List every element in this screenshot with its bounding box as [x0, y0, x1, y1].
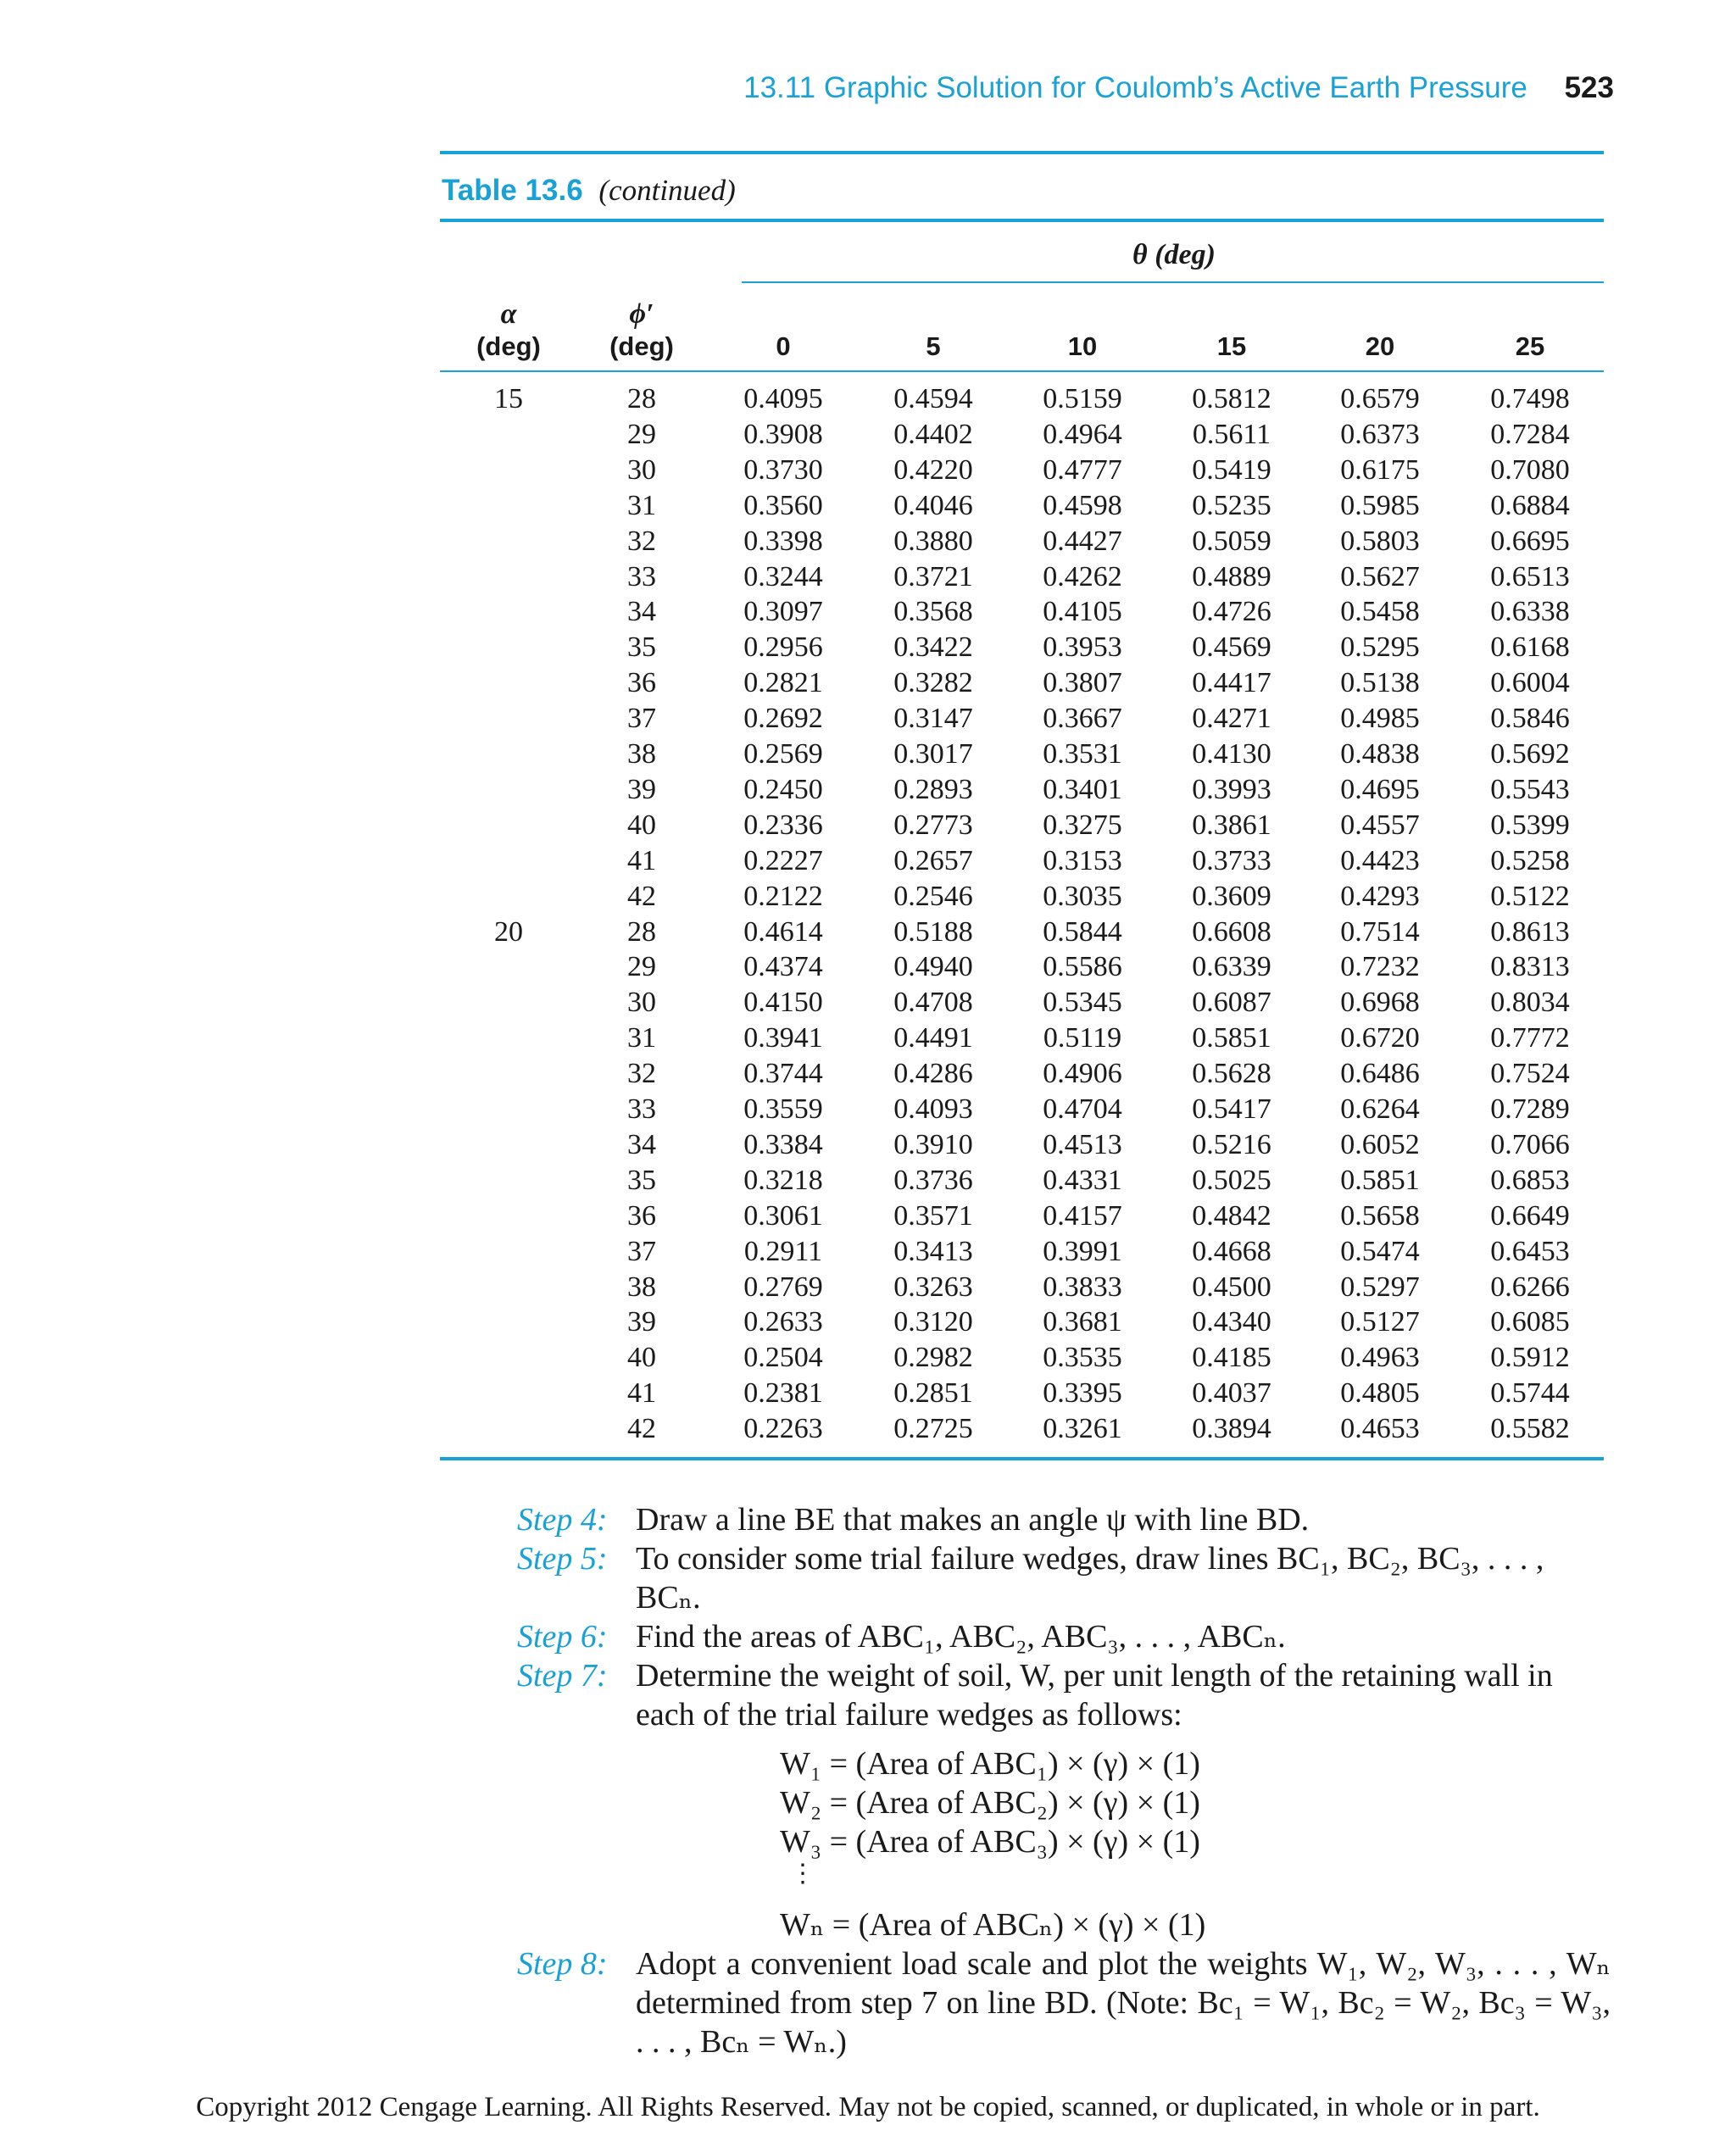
alpha-cell: 20 [494, 915, 523, 948]
value-cell: 0.4598 [1043, 489, 1122, 521]
value-cell: 0.4220 [893, 453, 973, 486]
value-cell: 0.8034 [1490, 987, 1570, 1019]
value-cell: 0.6608 [1192, 915, 1271, 948]
value-cell: 0.3941 [743, 1022, 823, 1054]
value-cell: 0.3218 [743, 1164, 823, 1196]
phi-cell: 32 [627, 525, 656, 557]
phi-cell: 31 [627, 489, 656, 521]
value-cell: 0.3535 [1043, 1342, 1122, 1374]
value-cell: 0.2450 [743, 773, 823, 805]
value-cell: 0.6513 [1490, 560, 1570, 592]
header-rule [440, 151, 1604, 154]
value-cell: 0.3261 [1043, 1413, 1122, 1445]
value-cell: 0.4150 [743, 987, 823, 1019]
value-cell: 0.6168 [1490, 631, 1570, 664]
value-cell: 0.7772 [1490, 1022, 1570, 1054]
phi-cell: 30 [627, 453, 656, 486]
alpha-header [458, 298, 559, 363]
value-cell: 0.6695 [1490, 525, 1570, 557]
value-cell: 0.4569 [1192, 631, 1271, 664]
value-cell: 0.4423 [1340, 844, 1420, 876]
phi-cell: 41 [627, 1377, 656, 1410]
value-cell: 0.3807 [1043, 667, 1122, 699]
value-cell: 0.2504 [743, 1342, 823, 1374]
value-cell: 0.2569 [743, 738, 823, 770]
value-cell: 0.4513 [1043, 1128, 1122, 1160]
value-cell: 0.3993 [1192, 773, 1271, 805]
value-cell: 0.3017 [893, 738, 973, 770]
value-cell: 0.5611 [1192, 418, 1271, 450]
value-cell: 0.3733 [1192, 844, 1271, 876]
value-cell: 0.3097 [743, 596, 823, 628]
value-cell: 0.5127 [1340, 1306, 1420, 1338]
theta-header-text: θ (deg) [1132, 239, 1216, 270]
value-cell: 0.7514 [1340, 915, 1420, 948]
theta-col-header: 20 [1365, 331, 1395, 361]
value-cell: 0.4557 [1340, 809, 1420, 841]
value-cell: 0.5345 [1043, 987, 1122, 1019]
value-cell: 0.6486 [1340, 1058, 1420, 1090]
value-cell: 0.6004 [1490, 667, 1570, 699]
value-cell: 0.6649 [1490, 1199, 1570, 1232]
value-cell: 0.4695 [1340, 773, 1420, 805]
value-cell: 0.5138 [1340, 667, 1420, 699]
value-cell: 0.3275 [1043, 809, 1122, 841]
value-cell: 0.2263 [743, 1413, 823, 1445]
value-cell: 0.3609 [1192, 880, 1271, 912]
phi-cell: 33 [627, 1093, 656, 1125]
value-cell: 0.2546 [893, 880, 973, 912]
phi-cell: 39 [627, 1306, 656, 1338]
theta-header [1102, 239, 1246, 271]
value-cell: 0.3730 [743, 453, 823, 486]
value-cell: 0.4105 [1043, 596, 1122, 628]
alpha-symbol: α [500, 298, 517, 330]
alpha-unit: (deg) [476, 331, 541, 361]
step-7 [517, 1656, 1611, 1734]
equation-w2: W₂ = (Area of ABC₂) × (γ) × (1) [780, 1785, 1200, 1821]
value-cell: 0.5628 [1192, 1058, 1271, 1090]
phi-cell: 28 [627, 383, 656, 414]
value-cell: 0.4842 [1192, 1199, 1271, 1232]
value-cell: 0.3833 [1043, 1271, 1122, 1303]
phi-cell: 34 [627, 596, 656, 628]
value-cell: 0.2821 [743, 667, 823, 699]
value-cell: 0.5851 [1192, 1022, 1271, 1054]
value-cell: 0.5627 [1340, 560, 1420, 592]
value-cell: 0.8313 [1490, 951, 1570, 983]
value-cell: 0.4491 [893, 1022, 973, 1054]
value-cell: 0.4417 [1192, 667, 1271, 699]
value-cell: 0.5295 [1340, 631, 1420, 664]
value-cell: 0.2851 [893, 1377, 973, 1410]
value-cell: 0.5159 [1043, 383, 1122, 414]
value-cell: 0.5582 [1490, 1413, 1570, 1445]
value-cell: 0.5119 [1043, 1022, 1122, 1054]
value-cell: 0.2725 [893, 1413, 973, 1445]
value-cell: 0.5851 [1340, 1164, 1420, 1196]
phi-cell: 36 [627, 667, 656, 699]
value-cell: 0.3908 [743, 418, 823, 450]
value-cell: 0.3744 [743, 1058, 823, 1090]
value-cell: 0.5912 [1490, 1342, 1570, 1374]
value-cell: 0.5985 [1340, 489, 1420, 521]
phi-cell: 28 [627, 915, 656, 948]
step-5-text: To consider some trial failure wedges, draw lines BC₁, BC₂, BC₃, . . . , BCₙ. [636, 1541, 1544, 1616]
running-head [743, 71, 1614, 105]
value-cell: 0.6087 [1192, 987, 1271, 1019]
value-cell: 0.5235 [1192, 489, 1271, 521]
phi-cell: 34 [627, 1128, 656, 1160]
value-cell: 0.4777 [1043, 453, 1122, 486]
phi-cell: 39 [627, 773, 656, 805]
value-cell: 0.7232 [1340, 951, 1420, 983]
value-cell: 0.4286 [893, 1058, 973, 1090]
value-cell: 0.3571 [893, 1199, 973, 1232]
value-cell: 0.4889 [1192, 560, 1271, 592]
value-cell: 0.2769 [743, 1271, 823, 1303]
phi-header [591, 298, 693, 363]
value-cell: 0.6085 [1490, 1306, 1570, 1338]
vertical-ellipsis: ⋮ [790, 1860, 815, 1888]
value-cell: 0.5122 [1490, 880, 1570, 912]
value-cell: 0.3894 [1192, 1413, 1271, 1445]
value-cell: 0.3153 [1043, 844, 1122, 876]
value-cell: 0.7284 [1490, 418, 1570, 450]
phi-unit: (deg) [609, 331, 674, 361]
value-cell: 0.4805 [1340, 1377, 1420, 1410]
value-cell: 0.3559 [743, 1093, 823, 1125]
value-cell: 0.4037 [1192, 1377, 1271, 1410]
value-cell: 0.3721 [893, 560, 973, 592]
table-continued: (continued) [598, 174, 736, 207]
value-cell: 0.5543 [1490, 773, 1570, 805]
value-cell: 0.3413 [893, 1235, 973, 1267]
value-cell: 0.4374 [743, 951, 823, 983]
value-cell: 0.3880 [893, 525, 973, 557]
value-cell: 0.6853 [1490, 1164, 1570, 1196]
value-cell: 0.2657 [893, 844, 973, 876]
theta-spanner-rule [742, 281, 1604, 283]
value-cell: 0.3568 [893, 596, 973, 628]
value-cell: 0.7066 [1490, 1128, 1570, 1160]
value-cell: 0.4614 [743, 915, 823, 948]
value-cell: 0.4293 [1340, 880, 1420, 912]
phi-cell: 35 [627, 1164, 656, 1196]
phi-cell: 36 [627, 1199, 656, 1232]
value-cell: 0.6339 [1192, 951, 1271, 983]
table-bottom-rule [440, 1457, 1604, 1460]
value-cell: 0.4262 [1043, 560, 1122, 592]
value-cell: 0.3061 [743, 1199, 823, 1232]
value-cell: 0.5458 [1340, 596, 1420, 628]
value-cell: 0.3861 [1192, 809, 1271, 841]
phi-cell: 38 [627, 738, 656, 770]
theta-col-header: 25 [1515, 331, 1545, 361]
value-cell: 0.5692 [1490, 738, 1570, 770]
value-cell: 0.6968 [1340, 987, 1420, 1019]
value-cell: 0.4906 [1043, 1058, 1122, 1090]
value-cell: 0.4046 [893, 489, 973, 521]
value-cell: 0.3991 [1043, 1235, 1122, 1267]
value-cell: 0.5399 [1490, 809, 1570, 841]
step-5 [517, 1539, 1611, 1617]
phi-cell: 29 [627, 951, 656, 983]
value-cell: 0.3910 [893, 1128, 973, 1160]
header-bottom-rule [440, 370, 1604, 372]
value-cell: 0.4726 [1192, 596, 1271, 628]
value-cell: 0.4668 [1192, 1235, 1271, 1267]
phi-cell: 35 [627, 631, 656, 664]
value-cell: 0.4985 [1340, 703, 1420, 735]
value-cell: 0.3282 [893, 667, 973, 699]
equation-wn: Wₙ = (Area of ABCₙ) × (γ) × (1) [780, 1907, 1206, 1943]
value-cell: 0.3395 [1043, 1377, 1122, 1410]
value-cell: 0.5844 [1043, 915, 1122, 948]
value-cell: 0.5419 [1192, 453, 1271, 486]
value-cell: 0.2911 [743, 1235, 823, 1267]
step-7-label: Step 7: [517, 1658, 608, 1694]
value-cell: 0.6373 [1340, 418, 1420, 450]
value-cell: 0.2956 [743, 631, 823, 664]
value-cell: 0.5846 [1490, 703, 1570, 735]
value-cell: 0.6175 [1340, 453, 1420, 486]
value-cell: 0.4594 [893, 383, 973, 414]
value-cell: 0.3384 [743, 1128, 823, 1160]
value-cell: 0.4500 [1192, 1271, 1271, 1303]
value-cell: 0.2692 [743, 703, 823, 735]
value-cell: 0.6884 [1490, 489, 1570, 521]
value-cell: 0.5744 [1490, 1377, 1570, 1410]
value-cell: 0.6264 [1340, 1093, 1420, 1125]
value-cell: 0.3035 [1043, 880, 1122, 912]
value-cell: 0.5803 [1340, 525, 1420, 557]
value-cell: 0.4402 [893, 418, 973, 450]
value-cell: 0.5474 [1340, 1235, 1420, 1267]
value-cell: 0.2336 [743, 809, 823, 841]
value-cell: 0.2893 [893, 773, 973, 805]
phi-cell: 41 [627, 844, 656, 876]
value-cell: 0.2773 [893, 809, 973, 841]
value-cell: 0.6453 [1490, 1235, 1570, 1267]
step-7-text: Determine the weight of soil, W, per unit length of the retaining wall in each of the trial failure wedges as follows: [636, 1658, 1553, 1733]
phi-cell: 29 [627, 418, 656, 450]
value-cell: 0.4838 [1340, 738, 1420, 770]
running-head-title: 13.11 Graphic Solution for Coulomb’s Active Earth Pressure [743, 71, 1527, 104]
copyright-notice: Copyright 2012 Cengage Learning. All Rights Reserved. May not be copied, scanned, or duplicated, in whole or in part. [196, 2092, 1540, 2122]
steps-section [517, 1500, 1611, 2061]
phi-cell: 37 [627, 703, 656, 735]
step-6 [517, 1617, 1611, 1656]
value-cell: 0.4185 [1192, 1342, 1271, 1374]
phi-cell: 33 [627, 560, 656, 592]
table-label: Table 13.6 [442, 174, 583, 207]
step-4 [517, 1500, 1611, 1539]
value-cell: 0.3531 [1043, 738, 1122, 770]
phi-cell: 42 [627, 1413, 656, 1445]
step-6-text: Find the areas of ABC₁, ABC₂, ABC₃, . . . , ABCₙ. [636, 1619, 1286, 1655]
value-cell: 0.3560 [743, 489, 823, 521]
phi-cell: 31 [627, 1022, 656, 1054]
value-cell: 0.6052 [1340, 1128, 1420, 1160]
value-cell: 0.2381 [743, 1377, 823, 1410]
value-cell: 0.4427 [1043, 525, 1122, 557]
step-4-label: Step 4: [517, 1502, 608, 1538]
value-cell: 0.5216 [1192, 1128, 1271, 1160]
alpha-cell: 15 [494, 383, 523, 414]
value-cell: 0.6720 [1340, 1022, 1420, 1054]
value-cell: 0.7498 [1490, 383, 1570, 414]
step-8-text: Adopt a convenient load scale and plot the weights W₁, W₂, W₃, . . . , Wₙ determined from step 7 on line BD. (Note: Bc₁ = W₁, Bc₂ = W₂, Bc₃ = W₃, . . . , Bcₙ = Wₙ.) [636, 1946, 1611, 2060]
value-cell: 0.3736 [893, 1164, 973, 1196]
value-cell: 0.4964 [1043, 418, 1122, 450]
value-cell: 0.2633 [743, 1306, 823, 1338]
value-cell: 0.6338 [1490, 596, 1570, 628]
equation-w3: W₃ = (Area of ABC₃) × (γ) × (1) [780, 1824, 1200, 1860]
value-cell: 0.5258 [1490, 844, 1570, 876]
value-cell: 0.4271 [1192, 703, 1271, 735]
value-cell: 0.2122 [743, 880, 823, 912]
table-caption [442, 174, 736, 208]
value-cell: 0.4653 [1340, 1413, 1420, 1445]
value-cell: 0.3422 [893, 631, 973, 664]
value-cell: 0.3244 [743, 560, 823, 592]
value-cell: 0.4130 [1192, 738, 1271, 770]
theta-col-header: 5 [926, 331, 941, 361]
value-cell: 0.7289 [1490, 1093, 1570, 1125]
value-cell: 0.7524 [1490, 1058, 1570, 1090]
phi-symbol: ϕ′ [629, 298, 654, 330]
step-4-text: Draw a line BE that makes an angle ψ with line BD. [636, 1502, 1310, 1538]
theta-col-header: 15 [1216, 331, 1247, 361]
value-cell: 0.5417 [1192, 1093, 1271, 1125]
table-top-rule [440, 219, 1604, 222]
step-8-label: Step 8: [517, 1946, 608, 1982]
theta-col-header: 10 [1067, 331, 1098, 361]
phi-cell: 40 [627, 809, 656, 841]
value-cell: 0.4940 [893, 951, 973, 983]
value-cell: 0.3398 [743, 525, 823, 557]
value-cell: 0.2227 [743, 844, 823, 876]
value-cell: 0.3120 [893, 1306, 973, 1338]
value-cell: 0.4340 [1192, 1306, 1271, 1338]
step-6-label: Step 6: [517, 1619, 608, 1655]
phi-cell: 30 [627, 987, 656, 1019]
equation-w1: W₁ = (Area of ABC₁) × (γ) × (1) [780, 1746, 1200, 1782]
value-cell: 0.3401 [1043, 773, 1122, 805]
page-number: 523 [1564, 71, 1614, 104]
step-5-label: Step 5: [517, 1541, 608, 1577]
value-cell: 0.3681 [1043, 1306, 1122, 1338]
value-cell: 0.5658 [1340, 1199, 1420, 1232]
value-cell: 0.5188 [893, 915, 973, 948]
value-cell: 0.5297 [1340, 1271, 1420, 1303]
theta-col-header: 0 [776, 331, 791, 361]
value-cell: 0.4157 [1043, 1199, 1122, 1232]
value-cell: 0.4093 [893, 1093, 973, 1125]
value-cell: 0.5812 [1192, 383, 1271, 414]
phi-cell: 40 [627, 1342, 656, 1374]
phi-cell: 37 [627, 1235, 656, 1267]
value-cell: 0.5586 [1043, 951, 1122, 983]
phi-cell: 38 [627, 1271, 656, 1303]
value-cell: 0.4708 [893, 987, 973, 1019]
value-cell: 0.6579 [1340, 383, 1420, 414]
value-cell: 0.6266 [1490, 1271, 1570, 1303]
step-8 [517, 1944, 1611, 2061]
value-cell: 0.3667 [1043, 703, 1122, 735]
value-cell: 0.7080 [1490, 453, 1570, 486]
value-cell: 0.4331 [1043, 1164, 1122, 1196]
value-cell: 0.3147 [893, 703, 973, 735]
value-cell: 0.8613 [1490, 915, 1570, 948]
value-cell: 0.4963 [1340, 1342, 1420, 1374]
value-cell: 0.3953 [1043, 631, 1122, 664]
value-cell: 0.4704 [1043, 1093, 1122, 1125]
phi-cell: 32 [627, 1058, 656, 1090]
value-cell: 0.5025 [1192, 1164, 1271, 1196]
phi-cell: 42 [627, 880, 656, 912]
value-cell: 0.2982 [893, 1342, 973, 1374]
value-cell: 0.5059 [1192, 525, 1271, 557]
value-cell: 0.3263 [893, 1271, 973, 1303]
value-cell: 0.4095 [743, 383, 823, 414]
